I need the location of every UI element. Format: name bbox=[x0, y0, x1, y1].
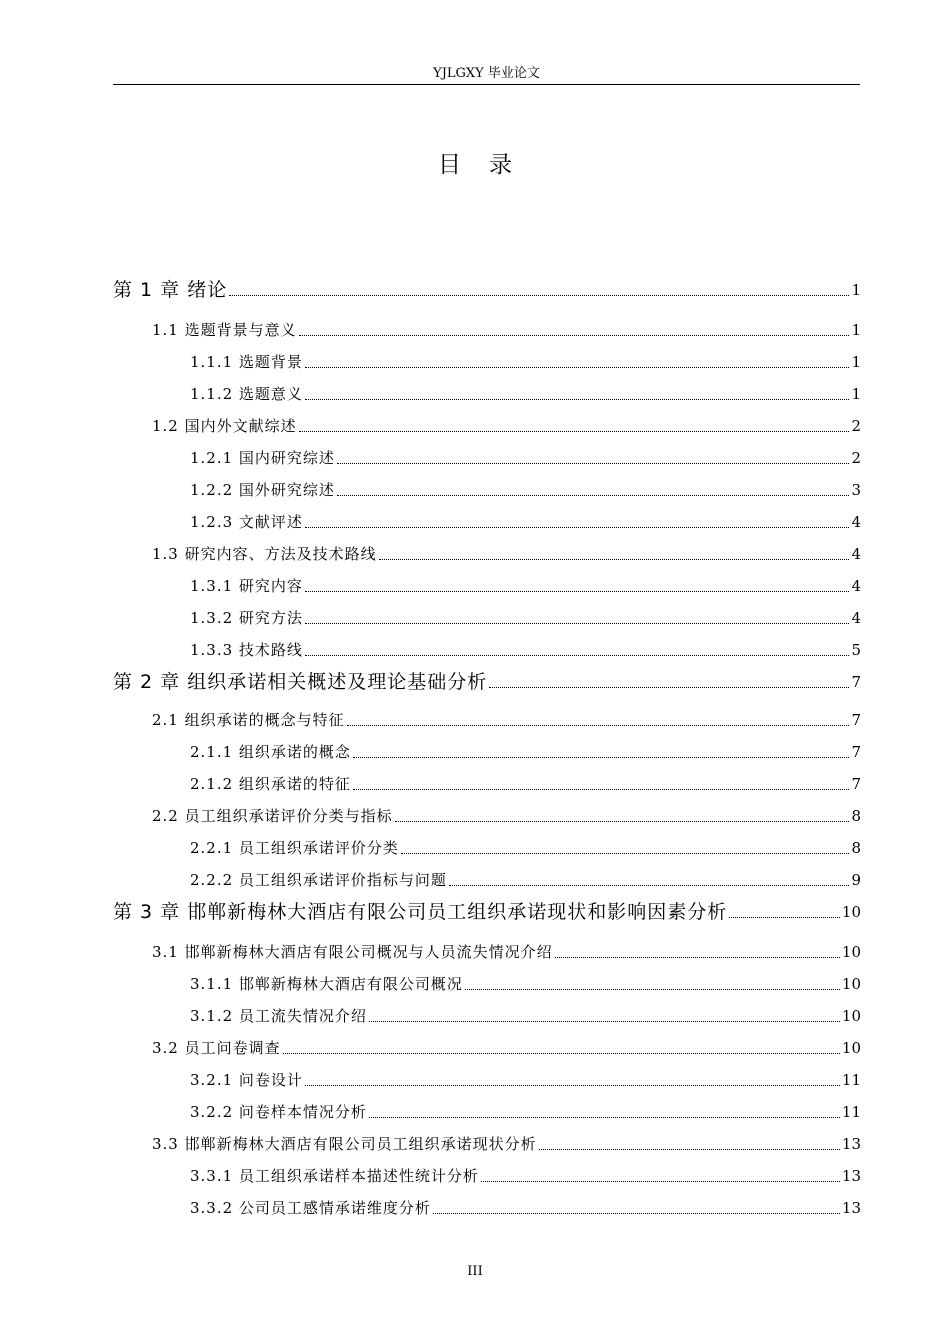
toc-entry-page: 1 bbox=[851, 321, 861, 339]
toc-entry-label: 1.2 国内外文献综述 bbox=[152, 417, 297, 435]
dot-leader bbox=[305, 527, 850, 528]
toc-entry[interactable] bbox=[190, 1004, 861, 1028]
toc-entry-label: 1.2.1 国内研究综述 bbox=[190, 449, 335, 467]
toc-entry-label: 1.1.1 选题背景 bbox=[190, 353, 303, 371]
toc-entry-label: 2.2.2 员工组织承诺评价指标与问题 bbox=[190, 871, 447, 889]
toc-entry-page: 2 bbox=[851, 417, 861, 435]
dot-leader bbox=[305, 623, 850, 624]
toc-entry-page: 13 bbox=[841, 1135, 861, 1153]
page-header: YJLGXY 毕业论文 bbox=[433, 66, 540, 81]
dot-leader bbox=[299, 431, 850, 432]
toc-entry[interactable] bbox=[190, 446, 861, 470]
toc-entry-page: 4 bbox=[851, 577, 861, 595]
toc-entry-label: 3.3.2 公司员工感情承诺维度分析 bbox=[190, 1199, 431, 1217]
toc-entry[interactable] bbox=[190, 606, 861, 630]
toc-entry-page: 13 bbox=[841, 1199, 861, 1217]
toc-entry[interactable] bbox=[152, 1036, 861, 1060]
toc-entry-label: 第 2 章 组织承诺相关概述及理论基础分析 bbox=[113, 671, 488, 693]
toc-entry-label: 2.2 员工组织承诺评价分类与指标 bbox=[152, 807, 393, 825]
dot-leader bbox=[305, 1085, 840, 1086]
dot-leader bbox=[729, 917, 840, 918]
toc-chapter[interactable] bbox=[113, 670, 861, 694]
toc-entry-label: 3.2.1 问卷设计 bbox=[190, 1071, 303, 1089]
toc-entry-page: 10 bbox=[841, 903, 861, 921]
toc-entry-label: 3.1 邯郸新梅林大酒店有限公司概况与人员流失情况介绍 bbox=[152, 943, 553, 961]
toc-entry[interactable] bbox=[152, 1132, 861, 1156]
dot-leader bbox=[539, 1149, 840, 1150]
dot-leader bbox=[299, 335, 850, 336]
toc-entry-page: 11 bbox=[841, 1103, 861, 1121]
toc-entry[interactable] bbox=[190, 868, 861, 892]
toc-entry-page: 8 bbox=[851, 839, 861, 857]
toc-entry-label: 1.1.2 选题意义 bbox=[190, 385, 303, 403]
toc-entry-page: 2 bbox=[851, 449, 861, 467]
toc-entry-page: 10 bbox=[841, 975, 861, 993]
toc-entry-label: 2.2.1 员工组织承诺评价分类 bbox=[190, 839, 399, 857]
dot-leader bbox=[465, 989, 840, 990]
toc-entry[interactable] bbox=[190, 740, 861, 764]
toc-entry-page: 4 bbox=[851, 545, 861, 563]
dot-leader bbox=[555, 957, 840, 958]
dot-leader bbox=[337, 463, 850, 464]
toc-entry[interactable] bbox=[190, 1196, 861, 1220]
toc-entry-label: 1.2.2 国外研究综述 bbox=[190, 481, 335, 499]
toc-entry-label: 1.3.1 研究内容 bbox=[190, 577, 303, 595]
toc-entry-page: 3 bbox=[851, 481, 861, 499]
toc-entry-page: 10 bbox=[841, 1007, 861, 1025]
toc-entry[interactable] bbox=[190, 972, 861, 996]
toc-entry-page: 4 bbox=[851, 609, 861, 627]
dot-leader bbox=[369, 1021, 840, 1022]
toc-entry-page: 1 bbox=[851, 353, 861, 371]
dot-leader bbox=[347, 725, 850, 726]
toc-entry[interactable] bbox=[190, 510, 861, 534]
toc-entry-page: 1 bbox=[851, 385, 861, 403]
dot-leader bbox=[305, 399, 850, 400]
toc-entry[interactable] bbox=[152, 542, 861, 566]
toc-entry-label: 2.1 组织承诺的概念与特征 bbox=[152, 711, 345, 729]
toc-entry-label: 1.2.3 文献评述 bbox=[190, 513, 303, 531]
toc-entry-page: 7 bbox=[851, 673, 861, 691]
dot-leader bbox=[481, 1181, 840, 1182]
toc-entry[interactable] bbox=[190, 478, 861, 502]
dot-leader bbox=[337, 495, 850, 496]
toc-chapter[interactable] bbox=[113, 278, 861, 302]
toc-entry-label: 2.1.2 组织承诺的特征 bbox=[190, 775, 351, 793]
toc-entry-page: 10 bbox=[841, 943, 861, 961]
dot-leader bbox=[305, 655, 850, 656]
toc-entry-page: 8 bbox=[851, 807, 861, 825]
toc-entry-label: 3.2 员工问卷调查 bbox=[152, 1039, 281, 1057]
dot-leader bbox=[353, 789, 850, 790]
toc-entry[interactable] bbox=[152, 940, 861, 964]
toc-entry[interactable] bbox=[190, 382, 861, 406]
toc-entry-page: 5 bbox=[851, 641, 861, 659]
dot-leader bbox=[395, 821, 850, 822]
dot-leader bbox=[379, 559, 850, 560]
toc-entry[interactable] bbox=[190, 836, 861, 860]
toc-chapter[interactable] bbox=[113, 900, 861, 924]
toc-title: 目录 bbox=[438, 152, 540, 178]
toc-entry[interactable] bbox=[190, 574, 861, 598]
toc-entry[interactable] bbox=[190, 1164, 861, 1188]
toc-entry[interactable] bbox=[190, 638, 861, 662]
dot-leader bbox=[433, 1213, 840, 1214]
dot-leader bbox=[305, 591, 850, 592]
toc-entry-page: 4 bbox=[851, 513, 861, 531]
dot-leader bbox=[369, 1117, 840, 1118]
toc-entry-label: 3.1.1 邯郸新梅林大酒店有限公司概况 bbox=[190, 975, 463, 993]
dot-leader bbox=[489, 687, 849, 688]
dot-leader bbox=[305, 367, 850, 368]
page-number: III bbox=[467, 1264, 483, 1279]
toc-entry-label: 1.3.2 研究方法 bbox=[190, 609, 303, 627]
toc-entry[interactable] bbox=[152, 708, 861, 732]
toc-entry-label: 1.1 选题背景与意义 bbox=[152, 321, 297, 339]
dot-leader bbox=[283, 1053, 840, 1054]
toc-entry-label: 3.3.1 员工组织承诺样本描述性统计分析 bbox=[190, 1167, 479, 1185]
toc-entry-page: 7 bbox=[851, 743, 861, 761]
toc-entry-page: 1 bbox=[851, 281, 861, 299]
dot-leader bbox=[229, 295, 849, 296]
toc-entry-page: 7 bbox=[851, 775, 861, 793]
toc-entry[interactable] bbox=[190, 772, 861, 796]
toc-entry-label: 2.1.1 组织承诺的概念 bbox=[190, 743, 351, 761]
toc-entry[interactable] bbox=[152, 318, 861, 342]
toc-entry-label: 1.3.3 技术路线 bbox=[190, 641, 303, 659]
toc-entry-label: 第 3 章 邯郸新梅林大酒店有限公司员工组织承诺现状和影响因素分析 bbox=[113, 901, 728, 923]
toc-entry-label: 3.2.2 问卷样本情况分析 bbox=[190, 1103, 367, 1121]
dot-leader bbox=[353, 757, 850, 758]
toc-entry[interactable] bbox=[190, 1068, 861, 1092]
toc-entry-label: 3.1.2 员工流失情况介绍 bbox=[190, 1007, 367, 1025]
toc-entry-page: 11 bbox=[841, 1071, 861, 1089]
toc-entry[interactable] bbox=[152, 804, 861, 828]
toc-entry[interactable] bbox=[190, 350, 861, 374]
dot-leader bbox=[401, 853, 850, 854]
toc-entry-page: 7 bbox=[851, 711, 861, 729]
toc-entry-page: 9 bbox=[851, 871, 861, 889]
dot-leader bbox=[449, 885, 850, 886]
toc-entry-label: 3.3 邯郸新梅林大酒店有限公司员工组织承诺现状分析 bbox=[152, 1135, 537, 1153]
toc-entry-page: 10 bbox=[841, 1039, 861, 1057]
toc-entry-label: 1.3 研究内容、方法及技术路线 bbox=[152, 545, 377, 563]
toc-entry[interactable] bbox=[190, 1100, 861, 1124]
toc-entry-page: 13 bbox=[841, 1167, 861, 1185]
toc-entry[interactable] bbox=[152, 414, 861, 438]
toc-entry-label: 第 1 章 绪论 bbox=[113, 279, 228, 301]
